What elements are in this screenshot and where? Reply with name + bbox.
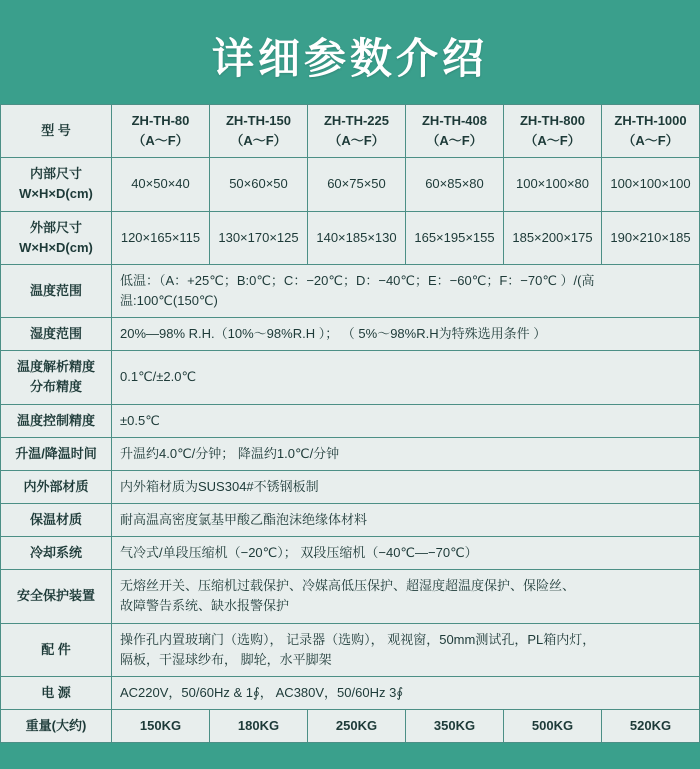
row-label: 保温材质 (1, 503, 112, 536)
spec-table (0, 104, 700, 743)
spec-cell: 100×100×100 (602, 158, 700, 211)
model-cell: ZH-TH-1000 （A～F） (602, 105, 700, 158)
table-row (1, 470, 700, 503)
spec-cell: 185×200×175 (504, 211, 602, 264)
row-label: 湿度范围 (1, 318, 112, 351)
row-label: 温度控制精度 (1, 404, 112, 437)
row-label: 升温/降温时间 (1, 437, 112, 470)
footer-spacer (0, 743, 700, 769)
spec-table-container (0, 104, 700, 743)
table-row (1, 158, 700, 211)
row-value: 操作孔内置玻璃门（选购）， 记录器（选购）， 观视窗，50mm测试孔，PL箱内灯， 隔板，干湿球纱布， 脚轮，水平脚架 (112, 623, 700, 676)
spec-cell: 180KG (210, 709, 308, 742)
row-label: 温度范围 (1, 264, 112, 317)
model-cell: ZH-TH-150 （A～F） (210, 105, 308, 158)
spec-cell: 500KG (504, 709, 602, 742)
table-row (1, 105, 700, 158)
spec-cell: 190×210×185 (602, 211, 700, 264)
row-label: 温度解析精度 分布精度 (1, 351, 112, 404)
row-label: 冷却系统 (1, 537, 112, 570)
row-value: AC220V，50/60Hz & 1∮， AC380V，50/60Hz 3∮ (112, 676, 700, 709)
spec-cell: 60×85×80 (406, 158, 504, 211)
spec-cell: 520KG (602, 709, 700, 742)
table-row (1, 676, 700, 709)
row-value: 无熔丝开关、压缩机过载保护、冷媒高低压保护、超湿度超温度保护、保险丝、 故障警告系统、缺水报警保护 (112, 570, 700, 623)
table-row (1, 503, 700, 536)
model-cell: ZH-TH-800 （A～F） (504, 105, 602, 158)
spec-cell: 130×170×125 (210, 211, 308, 264)
row-label: 内外部材质 (1, 470, 112, 503)
spec-cell: 40×50×40 (112, 158, 210, 211)
table-row (1, 623, 700, 676)
spec-table-body (1, 105, 700, 743)
table-row (1, 437, 700, 470)
row-value: ±0.5℃ (112, 404, 700, 437)
row-value: 20%—98% R.H.（10%～98%R.H ）； （ 5%～98%R.H为特殊选用条件 ） (112, 318, 700, 351)
spec-cell: 120×165×115 (112, 211, 210, 264)
model-cell: ZH-TH-408 （A～F） (406, 105, 504, 158)
table-row (1, 537, 700, 570)
model-cell: ZH-TH-225 （A～F） (308, 105, 406, 158)
row-label: 型 号 (1, 105, 112, 158)
table-row (1, 211, 700, 264)
row-value: 内外箱材质为SUS304#不锈钢板制 (112, 470, 700, 503)
table-row (1, 264, 700, 317)
row-label: 安全保护装置 (1, 570, 112, 623)
spec-cell: 350KG (406, 709, 504, 742)
spec-cell: 165×195×155 (406, 211, 504, 264)
page-title: 详细参数介绍 (211, 35, 488, 82)
row-value: 0.1℃/±2.0℃ (112, 351, 700, 404)
table-row (1, 318, 700, 351)
row-label: 配 件 (1, 623, 112, 676)
spec-cell: 50×60×50 (210, 158, 308, 211)
table-row (1, 570, 700, 623)
row-value: 低温：（A：+25℃；B:0℃；C：−20℃；D：−40℃；E：−60℃；F：−70℃ ）/(高温:100℃(150℃) (112, 264, 700, 317)
model-cell: ZH-TH-80 （A～F） (112, 105, 210, 158)
row-value: 耐高温高密度氯基甲酸乙酯泡沫绝缘体材料 (112, 503, 700, 536)
table-row (1, 351, 700, 404)
row-value: 气冷式/单段压缩机（−20℃）； 双段压缩机（−40℃—−70℃） (112, 537, 700, 570)
row-label: 内部尺寸 W×H×D(cm) (1, 158, 112, 211)
spec-cell: 250KG (308, 709, 406, 742)
row-label: 外部尺寸 W×H×D(cm) (1, 211, 112, 264)
row-value: 升温约4.0℃/分钟； 降温约1.0℃/分钟 (112, 437, 700, 470)
table-row (1, 709, 700, 742)
table-row (1, 404, 700, 437)
spec-cell: 100×100×80 (504, 158, 602, 211)
spec-cell: 140×185×130 (308, 211, 406, 264)
spec-cell: 60×75×50 (308, 158, 406, 211)
row-label: 重量(大约) (1, 709, 112, 742)
spec-cell: 150KG (112, 709, 210, 742)
row-label: 电 源 (1, 676, 112, 709)
